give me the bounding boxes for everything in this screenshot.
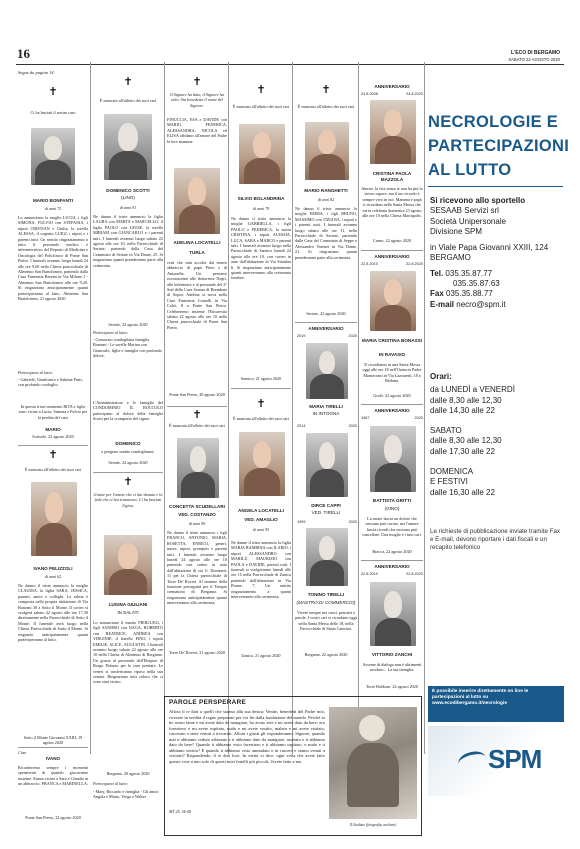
- company-name: SESAAB Servizi srl: [430, 206, 499, 216]
- year-end: 2020: [348, 520, 357, 524]
- phone-label: Tel.: [430, 268, 444, 278]
- obituary-place: Seriate, 22 agosto 2020: [306, 311, 346, 316]
- cross-icon: ✝: [256, 83, 266, 96]
- deceased-name: IVANO PELIZZOLI: [33, 566, 73, 571]
- portrait-photo: [306, 528, 348, 586]
- obituary-place: Bergamo, 20 agosto 2020: [106, 771, 150, 776]
- column-divider: [292, 62, 293, 754]
- deceased-name: MARIA CRISTINA BONASSI: [362, 338, 422, 343]
- deceased-nickname: TURLA: [189, 250, 205, 255]
- participation-label: Partecipano al lutto:: [93, 781, 129, 786]
- portrait-photo: [306, 343, 348, 399]
- hours-line: dalle 8,30 alle 12,30: [430, 436, 502, 446]
- deceased-nickname: IN SALATI: [117, 610, 139, 615]
- obituary-intro: È mancata all'affetto dei suoi cari: [169, 423, 225, 428]
- memorial-quote: Il Signore ha dato, il Signore ha tolto. Sia benedetto il nome del Signore.: [170, 92, 224, 108]
- notice-divider: [361, 560, 423, 561]
- anniversary-text: Assente di dialogo non è altrimenti assoluto... La tua famiglia.: [362, 662, 422, 673]
- division-name: Divisione SPM: [430, 226, 483, 236]
- hours-line: dalle 14,30 alle 22: [430, 405, 495, 415]
- notice-divider: [231, 388, 291, 389]
- column-divider: [90, 62, 91, 754]
- obituary-text: Ne danno il triste annuncio la figlia LAURA con MARTA e MARCELLO, il figlio PAOLO con GIUSE, la sorella MIRIAM con GIANCARLO e i parenti tutti. I funerali avranno luogo sabato 22 agosto alle ore 10, nella Parrocchiale di Seriate, partendo dalla Casa del Commiato di Seriate in Via Dante, 25. Si ringraziano quanti prenderanno parte alla cerimonia.: [93, 214, 163, 268]
- date-start: 1987: [361, 416, 370, 420]
- condolence-name: DOMENICO: [115, 441, 141, 446]
- fax-row: [430, 289, 564, 299]
- anniversary-label: ANNIVERSARIO: [374, 84, 410, 89]
- deceased-name: DOMENICO SCOTTI: [106, 188, 150, 193]
- phone-row: [430, 279, 564, 289]
- anniversary-text: Vivete sempre nei cuori, pensieri e parole. I vostri cari vi ricordano oggi nella Santa Messa delle 18, nella Parrocchiale di Santa Caterina.: [295, 610, 357, 632]
- date-end: 24.8.2020: [406, 92, 423, 96]
- obituary-intro: È mancato all'affetto dei suoi cari: [24, 467, 82, 472]
- obituary-place: Sarnico, 21 agosto 2020: [240, 376, 282, 381]
- hours-line: SABATO: [430, 426, 462, 436]
- spm-logo-area: [428, 726, 564, 796]
- obituary-place: Ponte San Pietro, 20 agosto 2020: [169, 392, 225, 397]
- obituary-intro: È mancato all'affetto dei suoi cari: [99, 98, 157, 103]
- online-notice-text: È possibile inserire direttamente on line le partecipazioni al lutto su www.ecodibergamo.it/necrologie: [432, 689, 529, 706]
- obituary-intro: È mancato all'affetto dei suoi cari: [297, 104, 355, 109]
- anniversary-dates: [361, 92, 423, 96]
- phone-number[interactable]: 035.35.87.63: [453, 279, 500, 289]
- deceased-age: di anni 79: [252, 206, 270, 211]
- column-divider: [228, 62, 229, 754]
- portrait-photo: [104, 114, 152, 180]
- obituary-text: Ne danno il triste annuncio i figli FRANCO, ANTONIO, MARIA, ROSETTA, ENRICO, generi, nuore, nipoti, pronipoti e parenti tutti. I funerali avranno luogo lunedì 24 agosto alle ore 10 partendo con corteo in auto dall'abitazione di via G. Donizetti, 11 per la Chiesa parrocchiale di Torre De' Roveri. Al termine della funzione proseguirà per il Tempio crematorio di Bergamo. Si ringraziano anticipatamente quanti interverranno alla cerimonia.: [167, 530, 227, 606]
- memorial-quote: Grazie per l'amore che ci hai donato e la fede che ci hai trasmesso. Ci ha lasciati Ugina,: [93, 492, 163, 508]
- deceased-nickname: VED. TIRELLI: [311, 510, 341, 515]
- artwork-image: [329, 707, 417, 819]
- obituary-text: Ne danno il triste annuncio la moglie GABRIELLA, i figli PAOLO e FEDERICA, la nuora CRISTINA, i nipoti ALESSIA, LUCA, SARA e MARCO e parenti tutti. I funerali avranno luogo nella Parrocchiale di Sarnico lunedì 24 agosto alle ore 10, con corteo in auto dall'abitazione in Via Stanilao 6. Si ringraziano anticipatamente quanti interverranno alla cerimonia funebre.: [231, 216, 291, 281]
- deceased-name: DIRCE CAPPI: [311, 503, 341, 508]
- obituary-intro: FINUCCIA, ESA e DAVIDE con MARIO, FEDERICA, ALESSANDRA, NICOLA ed ELISA affidano all'amore del Padre la loro mamma.: [167, 117, 227, 144]
- anniversary-label: ANNIVERSARIO: [374, 254, 410, 259]
- paper-name: L'ECO DI BERGAMO: [511, 50, 560, 56]
- deceased-name: LUGINA GIULIANI: [108, 602, 148, 607]
- column-divider: [164, 62, 165, 754]
- portrait-photo: [305, 122, 349, 180]
- artwork-caption: Il Giudizio (fotografia, archivio): [349, 823, 397, 827]
- condolence-name: MARIO: [45, 427, 61, 432]
- anniversary-label: ANNIVERSARIO: [308, 326, 344, 331]
- hours-line: DOMENICA: [430, 467, 474, 477]
- title-line: PARTECIPAZIONI: [428, 137, 570, 155]
- deceased-age: di anni 90: [188, 521, 206, 526]
- anniversary-place: Curno, 22 agosto 2020: [372, 238, 412, 243]
- obituary-intro: Ci ha lasciati il nostro caro: [30, 110, 76, 115]
- portrait-photo: [104, 535, 152, 595]
- anniversary-place: Bracca, 22 agosto 2020: [372, 549, 412, 554]
- portrait-photo: [239, 432, 285, 496]
- hours-line: da LUNEDÌ a VENERDÌ: [430, 385, 515, 395]
- condolence-place: Seriate, 22 agosto 2020: [108, 460, 148, 465]
- portrait-photo: [174, 168, 220, 234]
- hours-line: dalle 17,30 alle 22: [430, 446, 495, 456]
- anniversary-dates: [361, 416, 423, 420]
- deceased-name: TONINO TIRELLI: [307, 592, 345, 597]
- deceased-name: ANGELA LOCATELLI: [238, 508, 284, 513]
- anniversary-label: ANNIVERSARIO: [374, 564, 410, 569]
- scripture-text: Allora il re dirà a quelli che stanno alla sua destra: Venite, benedetti del Padre mio, ricevete in eredità il regno preparato per voi fin dalla fondazione del mondo. Perché io ho avuto fame e mi avete dato da mangiare, ho avuto sete e mi avete dato da bere; ero forestiero e mi avete ospitato, nudo e mi avete vestito, malato e mi avete visitato, carcerato e siete venuti a trovarmi. Allora i giusti gli risponderanno: Signore, quando mai ti abbiamo veduto affamato e ti abbiamo dato da mangiare, assetato e ti abbiamo dato da bere? Quando ti abbiamo visto forestiero e ti abbiamo ospitato, o nudo e ti abbiamo vestito? E quando ti abbiamo visto ammalato o in carcere e siamo venuti a visitarti? Rispondendo, il re dirà loro: In verità vi dico: ogni volta che avete fatto queste cose a uno solo di questi miei fratelli più piccoli, l'avete fatto a me.: [169, 709, 325, 764]
- obituary-text: Ne danno il triste annuncio la figlia MARIA BAMBINA con ILARIO, i nipoti ALESSANDRO con MARILÙ, MAURIZIO con PAOLA e DAVIDE, parenti tutti. I funerali si svolgeranno lunedì alle ore 15 nella Parrocchiale di Zanica partendo dall'abitazione in Via Piume, 7. Un sentito ringraziamento a quanti interverranno alla cerimonia.: [231, 540, 291, 600]
- deceased-nickname: (GINO): [384, 506, 400, 511]
- publication-note: Le richieste di pubblicazione inviate tramite Fax e E-mail, devono riportare i dati fiscali e un recapito telefonico: [430, 528, 561, 551]
- anniversary-place: Gorle, 22 agosto 2020: [373, 393, 411, 398]
- hours-line: [430, 416, 564, 426]
- anniversary-text: Ti ricordiamo in una Santa Messa oggi alle ore 18 nell'Oratorio Padre Montecrani in Via Lazzaretti, 18 a Redona.: [362, 362, 422, 384]
- cross-icon: ✝: [192, 408, 202, 421]
- farewell-name: IVANO: [45, 756, 61, 761]
- title-line: NECROLOGIE E: [428, 113, 559, 131]
- deceased-name: CRISTINA PAOLA MAZZOLA: [372, 171, 412, 182]
- section-title: [428, 110, 570, 182]
- participation-text: - Mary, Riccardo e famiglia - Gli amici Angela e Mario, Viega e Walter: [93, 789, 159, 800]
- online-notice-box[interactable]: [428, 686, 564, 722]
- participation-text: - Gabriele, Gianfranco e Sabrina Paris, con profondo cordoglio.: [18, 377, 83, 388]
- deceased-nickname: VED. COSTANZO: [178, 512, 216, 517]
- portrait-photo: [31, 128, 75, 185]
- scripture-box: [164, 696, 422, 836]
- header-rule: [16, 64, 564, 65]
- obituary-text: Ne danno il triste annuncio la moglie EMMA, i figli BRUNO, MASSIMO con TIZIANA, i nipoti e i parenti tutti. I funerali avranno luogo sabato alle ore 11, nella Parrocchiale di Seriate, partendo dalla Casa del Commiato di Seppe e Alessandro Varenzi in Via Dante, 21. Si ringraziano quanti prenderanno parte alla cerimonia.: [295, 206, 357, 260]
- notice-divider: [18, 445, 88, 446]
- participation-label: Partecipano al lutto:: [93, 330, 129, 335]
- deceased-name: MARIO RANGHETTI: [304, 188, 348, 193]
- portrait-photo: [239, 124, 285, 184]
- cross-icon: ✝: [123, 75, 133, 88]
- year-start: 2014: [297, 424, 306, 428]
- obituary-text: Lo annunciano il marito PIERLUIGI, i figli SANDRO con NAGA, ROBERTO con BEATRICE, ANDREA con VIRGINIE, il fratello FINO, i nipoti EMILIE, ALICE, AUGUSTIN. I funerali avranno luogo sabato 22 agosto alle ore 10 nella Chiesa di Almenno di Bergamo. Un grazie al personale dell'Hospice di Borgo Palazzo per le cure prestate. Le ceneri si trasferiranno riposo nella sua venuta. Ringraziano tutti coloro che ci sono stati vicino.: [93, 620, 163, 685]
- condolence-text: In questo triste momento RITA e figlie sono vicine a Lucia, Simona e Fulvio per la perdita del caro: [18, 404, 88, 420]
- date-start: 22.8.2010: [361, 262, 378, 266]
- spm-logo: SPM: [488, 744, 542, 774]
- portrait-photo: [370, 582, 416, 646]
- hours-line: dalle 8,30 alle 12,30: [430, 395, 502, 405]
- obituary-text: Ne danno il triste annuncio la moglie CLAUDIA, la figlia SARA, JESSICA, parenti, amici e colleghi. La salma è composta nella propria abitazione di Via Bonomi 30 a Sotto il Monte. Il corteo si svolgerà sabato 22 agosto alle ore 17,30 direttamente nella Parrocchiale di Sotto il Monte. Il funerale avrà luogo nella Chiesa Parrocchiale di Sotto il Monte. Si ringrazia anticipatamente quanti parteciperanno al lutto.: [18, 583, 88, 643]
- deceased-age: di anni 82: [317, 197, 335, 202]
- figure-shape: [347, 743, 399, 807]
- anniversary-place: Bergamo, 22 agosto 2020: [304, 652, 348, 657]
- condolence-text: L'Amministratore e le famiglie del CONDOMINIO IL BOCCOLO partecipano al dolore della famiglia Scotti per la scomparsa del signor: [93, 400, 163, 422]
- portrait-photo: [370, 100, 416, 164]
- deceased-nickname: (MASTRO DI COMMERCIO): [296, 600, 356, 605]
- notice-divider: [361, 404, 423, 405]
- column-divider: [358, 62, 359, 754]
- cross-icon: ✝: [48, 448, 58, 461]
- obituary-place: Torre De' Roveri, 21 agosto 2020: [169, 650, 225, 655]
- obituary-place: Seriate, 22 agosto 2020: [108, 322, 148, 327]
- deceased-name: VITTORIO ZANCHI: [371, 652, 413, 657]
- accent-rule: [428, 186, 563, 187]
- deceased-age: di anni 91: [119, 205, 137, 210]
- swoosh-icon: [456, 749, 487, 773]
- anniversary-text: Amore, la vita senza te non ha più lo stesso sapore, ma il tuo ricordo è sempre vivo in noi. Mamma e papà ti ricordano nella Santa Messa che verrà celebrata domenica 23 agosto alle ore 10 nella Chiesa Mariapolis.: [361, 186, 423, 219]
- title-line: AL LUTTO: [428, 161, 512, 179]
- halo-shape: [359, 715, 385, 741]
- deceased-name: ADELINA LOCATELLI: [173, 240, 221, 245]
- anniversary-text: La morte lascia un dolore che nessuno può curare, ma l'amore lascia ricordi che nessuno può cancellare. Una moglie e i tuoi cari.: [362, 516, 422, 538]
- year-end: 2020: [348, 334, 357, 338]
- issue-date: SABATO 22 AGOSTO 2020: [508, 57, 560, 62]
- obituary-place: Zanica, 21 agosto 2020: [241, 653, 281, 658]
- deceased-nickname: IN RAVASIO: [378, 352, 406, 357]
- continued-label: Segue da pagina 14: [18, 70, 54, 75]
- portrait-photo: [370, 271, 416, 331]
- obituary-text: Lo annunciano la moglie LUCIA, i figli SIMONA, FULVIO con STEFANIA, i nipoti CRISTIAN e Giulia, la sorella ALESSA, il cognato LUIGI, i nipoti e i parenti tutti. Un sentito ringraziamento a tutto il personale medico e infermieristico del Reparto di Medicina e Oncologia del Policlinico di Ponte San Pietro. I funerali avranno luogo lunedì 24 alle ore 9,00 nella Chiesa parrocchiale di Almenno San Bartolomeo, partendo dalla Casa Funeraria Beretta in Via Milano 1 - Almenno San Bartolomeo alle ore 9,20. Si ringraziano anticipatamente quanti parteciperanno al lutto. Almenno San Bartolomeo, 21 agosto 2020: [18, 215, 88, 302]
- hours-line: dalle 16,30 alle 22: [430, 487, 495, 497]
- notice-divider: [167, 406, 227, 407]
- obituary-text: certi che sarà accolta dal tenero abbraccio di papà Piero e di Antonella. Un pensiero riconoscente alle dottoresse Negri, alle infermiere e al personale del 2° Sud della Casa Serena di Brembate di Sopra. Adelina si trova nella Casa Funeraria Comolli in Via Calvi, 8 a Ponte San Pietro. Celebreremo insieme l'Eucarestia sabato 22 agosto alle ore 10 nella Chiesa parrocchiale di Ponte San Pietro.: [167, 260, 227, 330]
- date-start: 22.8.2010: [361, 572, 378, 576]
- deceased-age: di anni 62: [44, 574, 62, 579]
- notice-divider: [93, 472, 163, 473]
- date-end: 2020: [414, 416, 423, 420]
- office-address: in Viale Papa Giovanni XXIII, 124 BERGAMO: [430, 243, 549, 263]
- email-link[interactable]: necro@spm.it: [456, 299, 506, 309]
- company-type: Società Unipersonale: [430, 216, 507, 226]
- column-divider: [424, 62, 425, 754]
- participation-label: Partecipano al lutto:: [18, 370, 54, 375]
- year-end: 2020: [348, 424, 357, 428]
- anniversary-place: Torre Boldone, 22 agosto 2020: [366, 684, 418, 689]
- obituary-intro: È mancata all'affetto dei suoi cari: [233, 416, 289, 421]
- year-start: 1999: [297, 520, 306, 524]
- deceased-age: di anni 95: [252, 527, 270, 532]
- deceased-name: CONCETTA SCUDELLARI: [169, 504, 225, 509]
- portrait-photo: [306, 433, 348, 497]
- anniversary-dates: [361, 262, 423, 266]
- hours-line: [430, 457, 564, 467]
- scripture-title: PAROLE PERSPERARE: [169, 699, 247, 706]
- anniversary-years: [297, 424, 357, 428]
- email-label: E-mail: [430, 299, 455, 309]
- deceased-name: BATTISTA GRITTI: [372, 498, 412, 503]
- condolence-text: e porgono sentite condoglianze.: [101, 449, 155, 454]
- notice-divider: [18, 747, 88, 748]
- anniversary-years: [297, 334, 357, 338]
- counter-line: Si ricevono allo sportello: [430, 196, 526, 205]
- date-start: 24.8.2008: [361, 92, 378, 96]
- date-end: 22.8.2020: [406, 262, 423, 266]
- cross-icon: ✝: [192, 75, 202, 88]
- portrait-photo: [177, 438, 219, 498]
- obituary-place: Sotto il Monte Giovanni XXIII, 19 agosto 2020: [23, 735, 83, 746]
- cross-icon: ✝: [123, 475, 133, 488]
- deceased-age: di anni 72: [44, 206, 62, 211]
- anniversary-label: ANNIVERSARIO: [374, 408, 410, 413]
- farewell-place: Ponte San Pietro, 22 agosto 2020: [25, 815, 81, 820]
- portrait-photo: [31, 482, 77, 556]
- deceased-nickname: (LINO): [121, 195, 135, 200]
- page-number: 16: [17, 46, 30, 61]
- portrait-photo: [370, 426, 416, 492]
- condolence-place: Sorisole, 22 agosto 2020: [32, 434, 74, 439]
- notice-divider: [295, 322, 357, 323]
- opening-hours: [430, 372, 564, 498]
- anniversary-dates: [361, 572, 423, 576]
- deceased-name: MARIO BONFANTI: [32, 198, 74, 203]
- year-start: 2019: [297, 334, 306, 338]
- hours-line: E FESTIVI: [430, 477, 468, 487]
- phone-row: [430, 269, 564, 279]
- date-end: 22.8.2020: [406, 572, 423, 576]
- phone-number[interactable]: 035.35.87.77: [445, 268, 493, 278]
- deceased-nickname: IN INTOGNA: [312, 411, 340, 416]
- fax-number[interactable]: 035.35.88.77: [446, 289, 493, 299]
- anniversary-years: [297, 520, 357, 524]
- cross-icon: ✝: [321, 83, 331, 96]
- contact-info: [430, 196, 564, 310]
- deceased-name: MARIA TIRELLI: [309, 404, 343, 409]
- obituary-intro: È mancato all'affetto dei suoi cari: [232, 104, 290, 109]
- fax-label: Fax: [430, 289, 444, 299]
- farewell-intro: Ciao: [18, 750, 27, 755]
- deceased-nickname: VED. AMAGLIO: [244, 517, 278, 522]
- hours-title: Orari:: [430, 372, 452, 381]
- cross-icon: ✝: [48, 85, 58, 98]
- deceased-name: SILVIO BOLANDRINA: [237, 196, 285, 201]
- notice-divider: [361, 250, 423, 251]
- scripture-reference: MT 25, 34-40: [169, 809, 191, 814]
- email-row: [430, 300, 564, 310]
- cross-icon: ✝: [256, 397, 266, 410]
- farewell-text: Ricorderemo sempre i momenti spensierati di quando giocavamo insieme. Siamo vicine a Sara e Claudia in un abbraccio. FRANCA e MARINELLA.: [18, 765, 88, 787]
- participation-text: - Consorzio condogliana famiglia Bonomi - Le sorelle Marian con Giancarlo, figlie e famiglie con profondo dolore.: [93, 337, 162, 359]
